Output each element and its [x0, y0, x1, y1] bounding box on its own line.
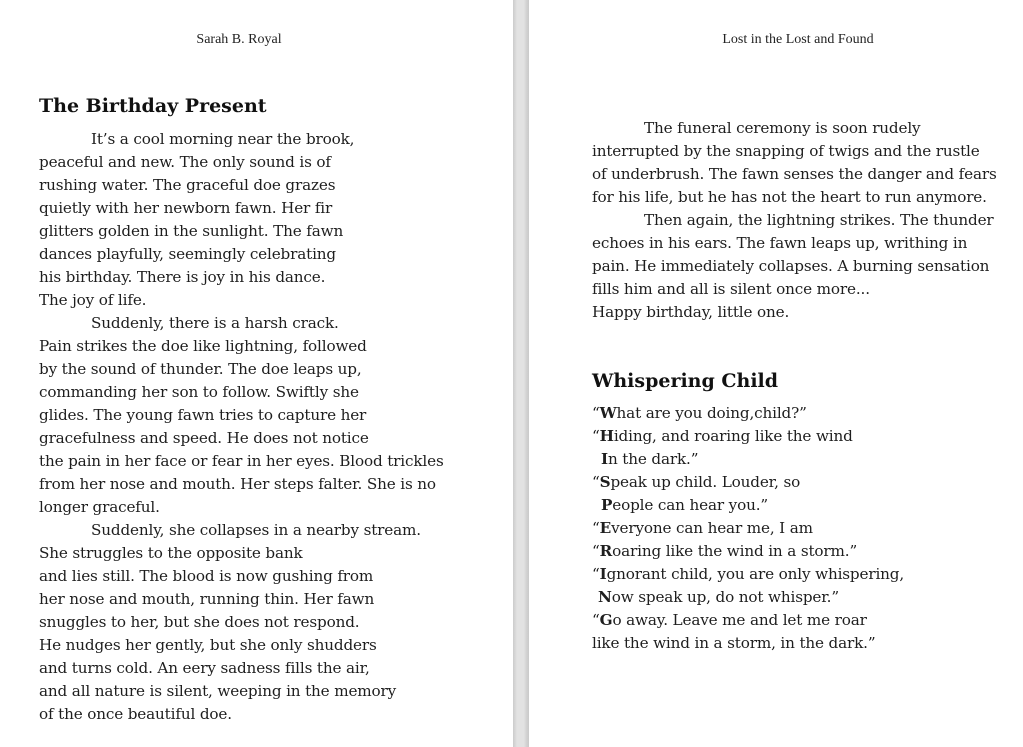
- text-line: and turns cold. An eery sadness fills the air,: [39, 659, 370, 677]
- text-line: echoes in his ears. The fawn leaps up, writhing in: [592, 234, 968, 252]
- poem-line: [592, 586, 904, 609]
- poem-line-text: gnorant child, you are only whispering,: [606, 565, 905, 583]
- poem-acrostic-letter: I: [599, 565, 607, 583]
- poem-line-text: peak up child. Louder, so: [610, 473, 801, 491]
- text-line: by the sound of thunder. The doe leaps up,: [39, 360, 362, 378]
- poem-line: [592, 563, 904, 586]
- poem-line: [592, 632, 904, 655]
- poem-body: [592, 402, 904, 655]
- text-line: and all nature is silent, weeping in the memory: [39, 682, 397, 700]
- poem-line: [592, 609, 904, 632]
- poem-line-quote: “: [592, 542, 600, 560]
- text-line: snuggles to her, but she does not respond.: [39, 613, 360, 631]
- text-line: pain. He immediately collapses. A burning sensation: [592, 257, 990, 275]
- poem-title-whispering-child: Whispering Child: [592, 370, 779, 392]
- text-line: She struggles to the opposite bank: [39, 544, 303, 562]
- text-line: of the once beautiful doe.: [39, 705, 232, 723]
- story-title-birthday-present: The Birthday Present: [39, 95, 267, 117]
- text-line: from her nose and mouth. Her steps falter. She is no: [39, 475, 436, 493]
- text-line: Then again, the lightning strikes. The thunder: [644, 211, 994, 229]
- poem-line-quote: “: [592, 611, 600, 629]
- running-head-book-title: Lost in the Lost and Found: [722, 32, 874, 47]
- running-head-author: Sarah B. Royal: [196, 32, 282, 47]
- text-line: for his life, but he has not the heart to run anymore.: [592, 188, 987, 206]
- text-line: quietly with her newborn fawn. Her fir: [39, 199, 333, 217]
- text-line: Suddenly, she collapses in a nearby stream.: [91, 521, 421, 539]
- text-line: her nose and mouth, running thin. Her fawn: [39, 590, 375, 608]
- poem-line: [592, 425, 904, 448]
- poem-line: [592, 402, 904, 425]
- text-line: Pain strikes the doe like lightning, followed: [39, 337, 367, 355]
- poem-line-text: oaring like the wind in a storm.”: [612, 542, 858, 560]
- poem-line-text: o away. Leave me and let me roar: [612, 611, 867, 629]
- poem-line-quote: “: [592, 427, 600, 445]
- text-line: gracefulness and speed. He does not notice: [39, 429, 369, 447]
- poem-line: [592, 540, 904, 563]
- poem-line-text: iding, and roaring like the wind: [613, 427, 853, 445]
- text-line: peaceful and new. The only sound is of: [39, 153, 331, 171]
- poem-line-quote: “: [592, 404, 600, 422]
- text-line: commanding her son to follow. Swiftly she: [39, 383, 359, 401]
- poem-acrostic-letter: W: [599, 404, 617, 422]
- text-line: Suddenly, there is a harsh crack.: [91, 314, 339, 332]
- poem-line-text: veryone can hear me, I am: [611, 519, 813, 537]
- poem-line: [592, 517, 904, 540]
- poem-acrostic-letter: G: [599, 611, 613, 629]
- text-line: The joy of life.: [39, 291, 147, 309]
- poem-acrostic-letter: I: [601, 450, 608, 468]
- poem-line-quote: “: [592, 473, 600, 491]
- text-line: He nudges her gently, but she only shudders: [39, 636, 377, 654]
- text-line: The funeral ceremony is soon rudely: [644, 119, 921, 137]
- poem-acrostic-letter: P: [601, 496, 613, 514]
- book-spine-gutter: [513, 0, 529, 747]
- text-line: rushing water. The graceful doe grazes: [39, 176, 336, 194]
- text-line: the pain in her face or fear in her eyes. Blood trickles: [39, 452, 444, 470]
- poem-acrostic-letter: S: [599, 473, 611, 491]
- poem-acrostic-letter: R: [599, 542, 613, 560]
- text-line: glides. The young fawn tries to capture her: [39, 406, 367, 424]
- text-line: Happy birthday, little one.: [592, 303, 790, 321]
- poem-line-text: ow speak up, do not whisper.”: [611, 588, 839, 606]
- poem-line-text: like the wind in a storm, in the dark.”: [592, 634, 876, 652]
- poem-line: [592, 494, 904, 517]
- text-line: interrupted by the snapping of twigs and the rustle: [592, 142, 980, 160]
- text-line: longer graceful.: [39, 498, 160, 516]
- poem-line: [592, 448, 904, 471]
- story-body-left: [39, 128, 444, 726]
- text-line: glitters golden in the sunlight. The fawn: [39, 222, 344, 240]
- right-page: [529, 0, 1023, 747]
- text-line: It’s a cool morning near the brook,: [91, 130, 355, 148]
- text-line: his birthday. There is joy in his dance.: [39, 268, 326, 286]
- poem-acrostic-letter: E: [599, 519, 612, 537]
- poem-acrostic-letter: N: [598, 588, 612, 606]
- poem-line-text: eople can hear you.”: [612, 496, 768, 514]
- text-line: dances playfully, seemingly celebrating: [39, 245, 337, 263]
- poem-line-text: n the dark.”: [607, 450, 699, 468]
- text-line: of underbrush. The fawn senses the danger and fears: [592, 165, 997, 183]
- poem-line-quote: “: [592, 519, 600, 537]
- text-line: fills him and all is silent once more...: [592, 280, 870, 298]
- poem-line: [592, 471, 904, 494]
- poem-line-quote: “: [592, 565, 600, 583]
- poem-acrostic-letter: H: [599, 427, 614, 445]
- story-body-right: [592, 117, 997, 324]
- poem-line-text: hat are you doing,child?”: [616, 404, 807, 422]
- text-line: and lies still. The blood is now gushing from: [39, 567, 374, 585]
